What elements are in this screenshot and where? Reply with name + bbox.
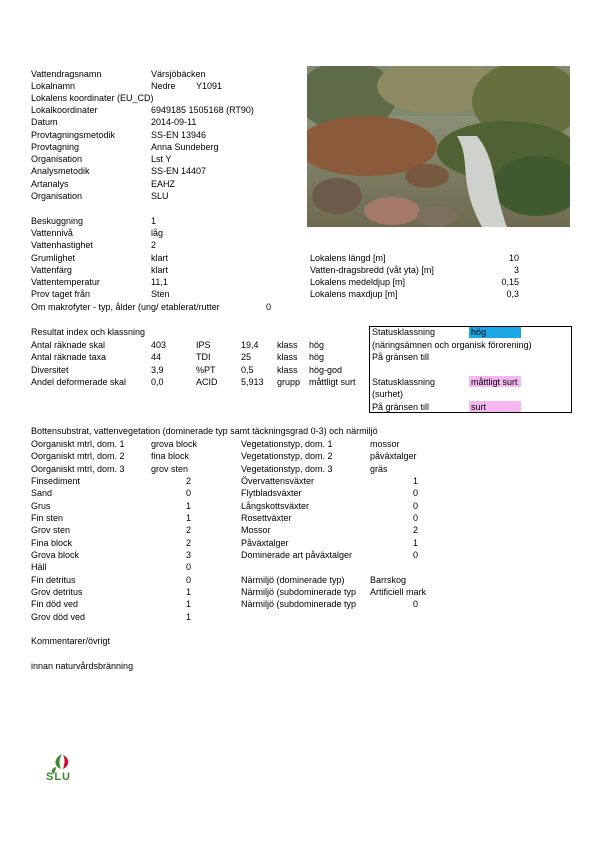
- comments-text: innan naturvårdsbränning: [31, 661, 134, 671]
- provtagning-value: Anna Sundeberg: [151, 142, 219, 152]
- results-heading: Resultat index och klassning: [31, 327, 146, 337]
- pa-gransen-till-surhet-label: På gränsen till: [372, 402, 430, 412]
- substrate-value: 0: [186, 488, 192, 498]
- prov-taget-fran-label: Prov taget från: [31, 289, 91, 299]
- substrate-label: Fin detritus: [31, 575, 76, 585]
- index-value: 0,5: [241, 365, 254, 375]
- result-label: Diversitet: [31, 365, 69, 375]
- vegetationstyp-label: Vegetationstyp, dom. 1: [241, 439, 333, 449]
- vegetation-label: Flytbladsväxter: [241, 488, 302, 498]
- vattenhastighet-value: 2: [151, 240, 157, 250]
- vattenniva-value: låg: [151, 228, 164, 238]
- oorganiskt-label: Oorganiskt mtrl, dom. 1: [31, 439, 125, 449]
- beskuggning-value: 1: [151, 216, 157, 226]
- result-label: Antal räknade taxa: [31, 352, 107, 362]
- vegetation-label: Påväxtalger: [241, 538, 289, 548]
- vattendragsnamn-value: Värsjöbäcken: [151, 69, 206, 79]
- vegetation-value: 1: [413, 538, 419, 548]
- narmiljo-label: Närmiljö (subdominerade typ: [241, 587, 357, 597]
- index-value: 5,913: [241, 377, 264, 387]
- slu-logo-text: SLU: [46, 771, 71, 783]
- substrate-value: 1: [186, 501, 192, 511]
- vattenfarg-value: klart: [151, 265, 169, 275]
- provtagningsmetodik-label: Provtagningsmetodik: [31, 130, 116, 140]
- vegetationstyp-label: Vegetationstyp, dom. 2: [241, 451, 333, 461]
- organisation-analys-label: Organisation: [31, 191, 83, 201]
- substrate-label: Grova block: [31, 550, 80, 560]
- result-value: 44: [151, 352, 162, 362]
- medeldjup-label: Lokalens medeldjup [m]: [310, 277, 406, 287]
- index-name: IPS: [196, 340, 211, 350]
- substrate-label: Grus: [31, 501, 51, 511]
- klass-value: hög: [309, 352, 325, 362]
- statusklassning-surhet-value: måttligt surt: [471, 377, 518, 387]
- vegetation-label: Övervattensväxter: [241, 476, 315, 486]
- analysmetodik-value: SS-EN 14407: [151, 166, 207, 176]
- substrate-label: Fina block: [31, 538, 73, 548]
- substrate-value: 3: [186, 550, 192, 560]
- substrate-value: 1: [186, 587, 192, 597]
- result-value: 0,0: [151, 377, 164, 387]
- vattenfarg-label: Vattenfärg: [31, 265, 72, 275]
- vegetationstyp-label: Vegetationstyp, dom. 3: [241, 464, 333, 474]
- substrate-label: Häll: [31, 562, 47, 572]
- lokalkoordinater-label: Lokalkoordinater: [31, 105, 98, 115]
- datum-label: Datum: [31, 117, 58, 127]
- klass-label: klass: [277, 365, 298, 375]
- medeldjup-value: 0,15: [501, 277, 519, 287]
- organisation-value: Lst Y: [151, 154, 172, 164]
- vegetationstyp-value: mossor: [370, 439, 400, 449]
- substrate-heading: Bottensubstrat, vattenvegetation (dominerade typ samt täckningsgrad 0-3) och närmiljö: [31, 426, 378, 436]
- lokal-langd-value: 10: [508, 253, 519, 263]
- substrate-label: Fin död ved: [31, 599, 79, 609]
- oorganiskt-label: Oorganiskt mtrl, dom. 2: [31, 451, 125, 461]
- comments-label: Kommentarer/övrigt: [31, 636, 111, 646]
- prov-taget-fran-value: Sten: [151, 289, 170, 299]
- maxdjup-label: Lokalens maxdjup [m]: [310, 289, 398, 299]
- grumlighet-value: klart: [151, 253, 169, 263]
- vegetation-value: 0: [413, 550, 419, 560]
- index-name: %PT: [196, 365, 216, 375]
- vegetation-value: 2: [413, 525, 419, 535]
- artanalys-label: Artanalys: [31, 179, 69, 189]
- datum-value: 2014-09-11: [151, 117, 197, 127]
- klass-label: klass: [277, 340, 298, 350]
- statusklassning-surhet-sub: (surhet): [372, 389, 404, 399]
- narmiljo-label: Närmiljö (subdominerade typ: [241, 599, 357, 609]
- vegetation-label: Dominerade art påväxtalger: [241, 550, 353, 560]
- vegetationstyp-value: påväxtalger: [370, 451, 417, 461]
- result-value: 403: [151, 340, 167, 350]
- provtagning-label: Provtagning: [31, 142, 80, 152]
- substrate-label: Grov sten: [31, 525, 71, 535]
- artanalys-value: EAHZ: [151, 179, 176, 189]
- vattenniva-label: Vattennivå: [31, 228, 73, 238]
- oorganiskt-value: grov sten: [151, 464, 189, 474]
- index-value: 25: [241, 352, 252, 362]
- grupp-value: måttligt surt: [309, 377, 356, 387]
- vattenhastighet-label: Vattenhastighet: [31, 240, 93, 250]
- maxdjup-value: 0,3: [506, 289, 519, 299]
- narmiljo-value: Barrskog: [370, 575, 407, 585]
- substrate-value: 0: [186, 575, 192, 585]
- lokalnamn-value: Nedre: [151, 81, 176, 91]
- substrate-label: Sand: [31, 488, 53, 498]
- makrofyter-label: Om makrofyter - typ, ålder (ung/ etablerat/rutter: [31, 302, 220, 312]
- klass-label: klass: [277, 352, 298, 362]
- slu-logo: [42, 750, 82, 786]
- statusklassning-surhet-label: Statusklassning: [372, 377, 436, 387]
- index-name: ACID: [196, 377, 218, 387]
- provtagningsmetodik-value: SS-EN 13946: [151, 130, 207, 140]
- stream-photo-illustration: [307, 66, 570, 227]
- makrofyter-value: 0: [266, 302, 272, 312]
- substrate-label: Grov död ved: [31, 612, 86, 622]
- vegetation-label: Långskottsväxter: [241, 501, 310, 511]
- substrate-label: Grov detritus: [31, 587, 83, 597]
- lokal-langd-label: Lokalens längd [m]: [310, 253, 386, 263]
- statusklassning-value: hög: [471, 327, 487, 337]
- statusklassning-label: Statusklassning: [372, 327, 436, 337]
- beskuggning-label: Beskuggning: [31, 216, 84, 226]
- vattendragsnamn-label: Vattendragsnamn: [31, 69, 102, 79]
- vegetation-label: Mossor: [241, 525, 271, 535]
- grupp-label: grupp: [277, 377, 301, 387]
- klass-value: hög-god: [309, 365, 343, 375]
- substrate-value: 1: [186, 612, 192, 622]
- substrate-value: 2: [186, 538, 192, 548]
- index-value: 19,4: [241, 340, 259, 350]
- vegetation-value: 0: [413, 488, 419, 498]
- substrate-value: 2: [186, 525, 192, 535]
- result-label: Antal räknade skal: [31, 340, 106, 350]
- vegetation-value: 0: [413, 513, 419, 523]
- oorganiskt-value: fina block: [151, 451, 190, 461]
- koordinater-heading: Lokalens koordinater (EU_CD): [31, 93, 154, 103]
- grumlighet-label: Grumlighet: [31, 253, 76, 263]
- pa-gransen-till-surhet-value: surt: [471, 402, 487, 412]
- vattentemperatur-label: Vattentemperatur: [31, 277, 100, 287]
- narmiljo-value: Artificiell mark: [370, 587, 427, 597]
- index-name: TDI: [196, 352, 211, 362]
- statusklassning-sub: (näringsämnen och organisk förorening): [372, 340, 532, 350]
- vegetationstyp-value: gräs: [370, 464, 388, 474]
- organisation-analys-value: SLU: [151, 191, 169, 201]
- vegetation-label: Rosettväxter: [241, 513, 292, 523]
- lokalnamn-label: Lokalnamn: [31, 81, 76, 91]
- result-value: 3,9: [151, 365, 164, 375]
- narmiljo-label: Närmiljö (dominerade typ): [241, 575, 345, 585]
- vattendragsbredd-label: Vatten-dragsbredd (våt yta) [m]: [310, 265, 434, 275]
- lokalkoordinater-value: 6949185 1505168 (RT90): [151, 105, 254, 115]
- vattendragsbredd-value: 3: [513, 265, 519, 275]
- narmiljo-value: 0: [413, 599, 419, 609]
- substrate-value: 1: [186, 599, 192, 609]
- oorganiskt-value: grova block: [151, 439, 198, 449]
- vegetation-value: 0: [413, 501, 419, 511]
- substrate-value: 0: [186, 562, 192, 572]
- analysmetodik-label: Analysmetodik: [31, 166, 90, 176]
- substrate-value: 1: [186, 513, 192, 523]
- substrate-label: Fin sten: [31, 513, 64, 523]
- substrate-value: 2: [186, 476, 192, 486]
- stream-photo: [307, 66, 570, 227]
- substrate-label: Finsediment: [31, 476, 81, 486]
- lokalnamn-code: Y1091: [196, 81, 223, 91]
- oorganiskt-label: Oorganiskt mtrl, dom. 3: [31, 464, 125, 474]
- pa-gransen-till-label: På gränsen till: [372, 352, 430, 362]
- vegetation-value: 1: [413, 476, 419, 486]
- vattentemperatur-value: 11,1: [151, 277, 168, 287]
- organisation-label: Organisation: [31, 154, 83, 164]
- result-label: Andel deformerade skal: [31, 377, 127, 387]
- klass-value: hög: [309, 340, 325, 350]
